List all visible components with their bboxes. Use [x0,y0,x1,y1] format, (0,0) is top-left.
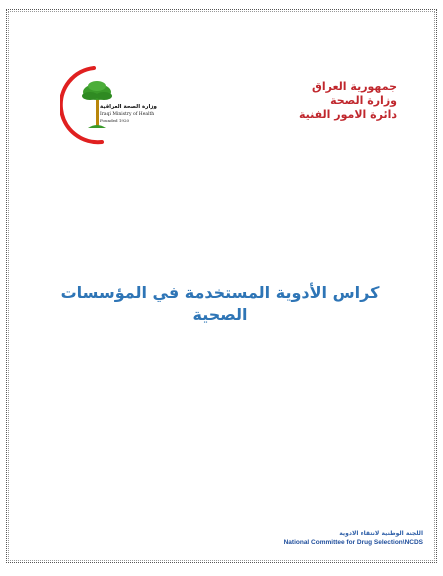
logo-ministry-name-en: Iraqi Ministry of Health [100,112,155,117]
header-republic: جمهورية العراق [312,80,397,93]
header-block [247,80,397,122]
header-department: دائرة الامور الفنية [298,108,397,121]
logo-ministry-name-ar: وزارة الصحة العراقية [100,104,157,110]
document-title: كراس الأدوية المستخدمة في المؤسسات الصحية [60,283,380,324]
header-ministry: وزارة الصحة [330,94,397,107]
footer-committee-en: National Committee for Drug Selection\NCDS [283,539,423,546]
logo-founded-text: Founded 1920 [100,118,130,123]
footer-committee-ar: اللجنة الوطنية لانتقاء الادوية [339,530,423,537]
footer-block [173,530,423,548]
